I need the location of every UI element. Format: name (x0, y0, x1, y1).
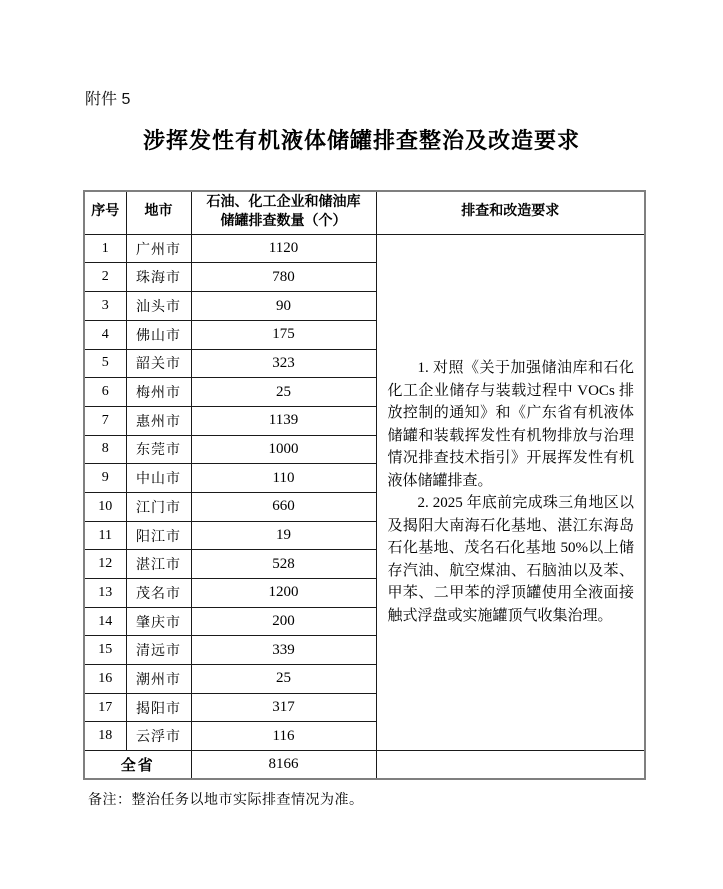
col-header-count-line1: 石油、化工企业和储油库 (206, 195, 361, 210)
cell-city: 东莞市 (126, 435, 191, 464)
cell-city: 湛江市 (126, 550, 191, 579)
cell-no: 10 (84, 492, 126, 521)
cell-count: 660 (191, 492, 376, 521)
col-header-city: 地市 (126, 191, 191, 234)
cell-city: 茂名市 (126, 579, 191, 608)
cell-count: 323 (191, 349, 376, 378)
cell-no: 17 (84, 693, 126, 722)
table-row (84, 234, 645, 263)
cell-city: 韶关市 (126, 349, 191, 378)
cell-no: 13 (84, 579, 126, 608)
cell-city: 江门市 (126, 492, 191, 521)
cell-count: 25 (191, 665, 376, 694)
cell-city: 云浮市 (126, 722, 191, 751)
cell-no: 4 (84, 320, 126, 349)
cell-city: 佛山市 (126, 320, 191, 349)
cell-no: 9 (84, 464, 126, 493)
cell-count: 528 (191, 550, 376, 579)
cell-city: 惠州市 (126, 406, 191, 435)
cell-count: 1139 (191, 406, 376, 435)
cell-no: 12 (84, 550, 126, 579)
cell-city: 中山市 (126, 464, 191, 493)
cell-count: 175 (191, 320, 376, 349)
cell-no: 3 (84, 292, 126, 321)
cell-no: 14 (84, 607, 126, 636)
cell-count: 116 (191, 722, 376, 751)
total-count-cell: 8166 (191, 751, 376, 779)
footnote: 备注：整治任务以地市实际排查情况为准。 (88, 793, 364, 808)
cell-no: 11 (84, 521, 126, 550)
attachment-label: 附件 5 (85, 91, 131, 108)
cell-city: 潮州市 (126, 665, 191, 694)
table-header-row (84, 191, 645, 234)
cell-city: 梅州市 (126, 378, 191, 407)
cell-no: 6 (84, 378, 126, 407)
cell-count: 1200 (191, 579, 376, 608)
requirement-paragraph-1: 1. 对照《关于加强储油库和石化化工企业储存与装载过程中 VOCs 排放控制的通知》和《广东省有机液体储罐和装载挥发性有机物排放与治理情况排查技术指引》开展挥发性有机液体储罐排查。 (387, 360, 634, 489)
cell-city: 汕头市 (126, 292, 191, 321)
cell-city: 揭阳市 (126, 693, 191, 722)
cell-no: 7 (84, 406, 126, 435)
cell-no: 8 (84, 435, 126, 464)
cell-city: 肇庆市 (126, 607, 191, 636)
cell-no: 16 (84, 665, 126, 694)
cell-city: 广州市 (126, 234, 191, 263)
page-title: 涉挥发性有机液体储罐排查整治及改造要求 (142, 128, 580, 153)
cell-count: 317 (191, 693, 376, 722)
cell-city: 清远市 (126, 636, 191, 665)
cell-count: 110 (191, 464, 376, 493)
cell-city: 阳江市 (126, 521, 191, 550)
cell-no: 1 (84, 234, 126, 263)
cell-count: 780 (191, 263, 376, 292)
cell-city: 珠海市 (126, 263, 191, 292)
total-requirements-empty-cell (376, 751, 645, 779)
table-total-row (84, 751, 645, 779)
requirement-paragraph-2: 2. 2025 年底前完成珠三角地区以及揭阳大南海石化基地、湛江东海岛石化基地、茂名石化基地 50%以上储存汽油、航空煤油、石脑油以及苯、甲苯、二甲苯的浮顶罐使用全液面接触式浮盘或实施罐顶气收集治理。 (387, 495, 634, 624)
cell-no: 15 (84, 636, 126, 665)
inspection-table (83, 190, 646, 780)
cell-count: 200 (191, 607, 376, 636)
cell-count: 25 (191, 378, 376, 407)
total-label-cell: 全省 (84, 751, 191, 779)
cell-no: 18 (84, 722, 126, 751)
col-header-no: 序号 (84, 191, 126, 234)
cell-no: 2 (84, 263, 126, 292)
col-header-count-line2: 储罐排查数量（个） (220, 213, 347, 229)
cell-count: 19 (191, 521, 376, 550)
requirements-cell (376, 234, 645, 750)
col-header-count (191, 191, 376, 234)
cell-count: 1120 (191, 234, 376, 263)
cell-count: 1000 (191, 435, 376, 464)
cell-count: 90 (191, 292, 376, 321)
col-header-requirements: 排查和改造要求 (376, 191, 645, 234)
cell-count: 339 (191, 636, 376, 665)
cell-no: 5 (84, 349, 126, 378)
